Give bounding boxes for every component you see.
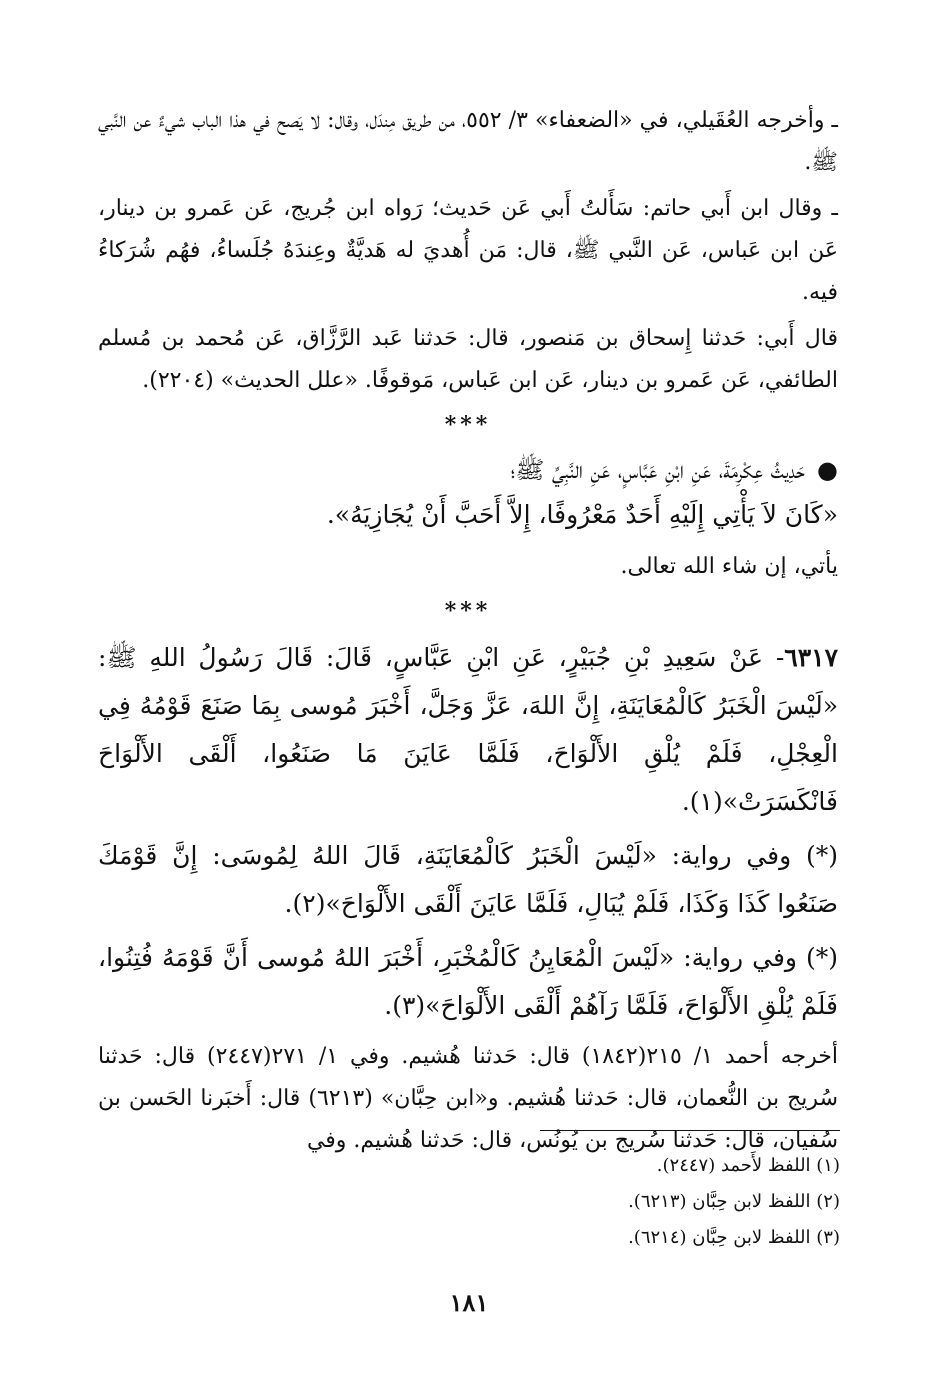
section-separator: ***	[444, 598, 492, 624]
hadith-quote: «كَانَ لاَ يَأْتِي إِلَيْهِ أَحَدٌ مَعْرُوفًا، إِلاَّ أَحَبَّ أَنْ يُجَازِيَهُ».	[326, 500, 838, 529]
page-body	[98, 100, 838, 1170]
paragraph-ibn-abi-hatim: ـ وقال ابن أَبي حاتم: سَأَلتُ أَبي عَن حَديث؛ رَواه ابن جُريج، عَن عَمرو بن دينار، عَن ابن عَباس، عَن النَّبي ﷺ، قال: مَن أُهديَ له هَديَّةٌ وعِندَهُ جُلَساءُ، فهُم شُرَكاءُ فيه.	[98, 196, 838, 305]
paragraph-yati: يأتي، إن شاء الله تعالى.	[620, 554, 838, 579]
riwaya-2: (*) وفي رواية: «لَيْسَ الْمُعَايِنُ كَالْمُخْبَرِ، أَخْبَرَ اللهُ مُوسى أَنَّ قَوْمَهُ فُتِنُوا، فَلَمْ يُلْقِ الأَلْوَاحَ، فَلَمَّا رَآهُمْ أَلْقَى الأَلْوَاحَ»(٣).	[98, 943, 838, 1020]
footnote-divider	[540, 1130, 840, 1131]
bullet-hadith-text: حَدِيثُ عِكْرِمَةَ، عَنِ ابْنِ عَبَّاسٍ، عَنِ النَّبِيِّ ﷺ؛	[510, 456, 806, 484]
footnotes	[100, 1148, 840, 1256]
paragraph-takhrij: أخرجه أحمد ١/ ٢١٥(١٨٤٢) قال: حَدثنا هُشيم. وفي ١/ ٢٧١(٢٤٤٧) قال: حَدثنا سُريج بن النُّعمان، قال: حَدثنا هُشيم. و«ابن حِبَّان» (٦٢١٣) قال: أَخبَرنا الحَسن بن سُفيان، قال: حَدثنا سُريج بن يُونُس، قال: حَدثنا هُشيم. وفي	[98, 1044, 838, 1153]
paragraph-ilal: قال أَبي: حَدثنا إِسحاق بن مَنصور، قال: حَدثنا عَبد الرَّزَّاق، عَن مُحمد بن مُسلم الطائفي، عَن عَمرو بن دينار، عَن ابن عَباس، مَوقوفًا. «علل الحديث» (٢٢٠٤).	[98, 326, 838, 393]
footnote-2: (٢) اللفظ لابن حِبَّان (٦٢١٣).	[628, 1191, 840, 1212]
hadith-number: ٦٣١٧	[784, 643, 838, 672]
footnote-1: (١) اللفظ لأَحمد (٢٤٤٧).	[656, 1155, 840, 1176]
riwaya-1: (*) وفي رواية: «لَيْسَ الْخَبَرُ كَالْمُعَايَنَةِ، قَالَ اللهُ لِمُوسَى: إِنَّ قَوْمَكَ صَنَعُوا كَذَا وَكَذَا، فَلَمْ يُبَالِ، فَلَمَّا عَايَنَ أَلْقَى الأَلْوَاحَ»(٢).	[98, 841, 838, 918]
bullet-icon: ●	[817, 456, 838, 484]
footnote-3: (٣) اللفظ لابن حِبَّان (٦٢١٤).	[628, 1227, 840, 1248]
bullet-hadith-ikrima	[98, 448, 838, 492]
hadith-text: - عَنْ سَعِيدِ بْنِ جُبَيْرٍ، عَنِ ابْنِ عَبَّاسٍ، قَالَ: قَالَ رَسُولُ اللهِ ﷺ: «لَيْسَ الْخَبَرُ كَالْمُعَايَنَةِ، إِنَّ اللهَ، عَزَّ وَجَلَّ، أَخْبَرَ مُوسى بِمَا صَنَعَ قَوْمُهُ فِي الْعِجْلِ، فَلَمْ يُلْقِ الأَلْوَاحَ، فَلَمَّا عَايَنَ مَا صَنَعُوا، أَلْقَى الأَلْوَاحَ فَانْكَسَرَتْ»(١).	[98, 643, 838, 816]
paragraph-uqayli: ـ وأخرجه العُقَيلي، في «الضعفاء» ٣/ ٥٥٢، من طريق مِندَل، وقال: لا يَصح في هذا الباب شيءٌ عن النَّبي ﷺ.	[98, 108, 839, 175]
page-number: ١٨١	[449, 1288, 489, 1317]
section-separator: ***	[444, 412, 492, 438]
hadith-6317	[98, 634, 838, 826]
